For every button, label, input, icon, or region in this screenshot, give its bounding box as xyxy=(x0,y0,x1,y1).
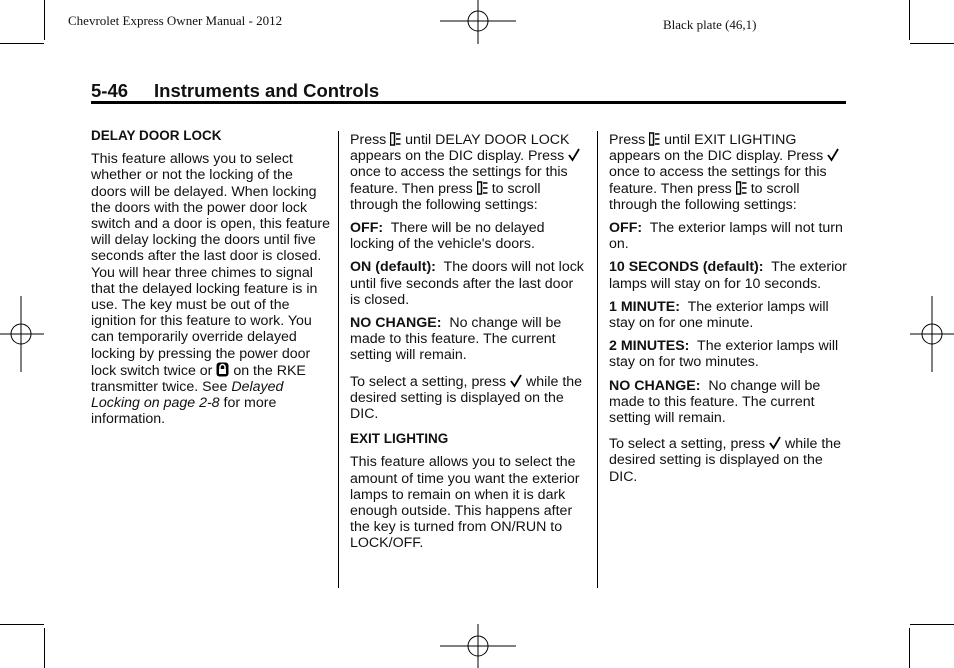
setting-text: No change will be made to this feature. The current setting will remain. xyxy=(609,377,821,427)
setting-10-seconds xyxy=(609,259,849,291)
setting-no-change xyxy=(350,315,586,364)
cross-reference-link[interactable]: Delayed Locking on page 2-8 xyxy=(91,379,284,412)
heading-rule xyxy=(91,101,846,104)
section-heading xyxy=(91,80,379,102)
setting-label: OFF: xyxy=(609,220,643,237)
setting-label: 2 MINUTES: xyxy=(609,338,690,355)
body-text: on the RKE transmitter twice. See xyxy=(91,362,306,396)
delay-door-lock-instructions xyxy=(350,132,586,213)
registration-mark-top xyxy=(440,0,516,44)
setting-label: NO CHANGE: xyxy=(609,377,701,394)
body-text: To select a setting, press xyxy=(350,373,507,390)
column-3 xyxy=(609,132,849,492)
registration-mark-right xyxy=(910,296,954,372)
section-title: Instruments and Controls xyxy=(154,80,380,101)
setting-label: OFF: xyxy=(350,220,384,237)
registration-mark-bottom xyxy=(440,624,516,668)
checkmark-icon xyxy=(769,436,781,450)
dic-menu-icon xyxy=(390,132,401,146)
header-plate-label: Black plate (46,1) xyxy=(663,17,757,32)
setting-text: The exterior lamps will stay on for two minutes. xyxy=(609,338,839,371)
select-instruction xyxy=(609,436,849,485)
delay-door-lock-heading: DELAY DOOR LOCK xyxy=(91,128,222,143)
setting-label: 10 SECONDS (default): xyxy=(609,259,764,276)
checkmark-icon xyxy=(510,374,522,388)
column-2 xyxy=(350,132,586,559)
column-1 xyxy=(91,128,331,435)
body-text: while the desired setting is displayed on the DIC. xyxy=(609,436,842,485)
exit-lighting-body: This feature allows you to select the amount of time you want the exterior lamps to remain on when it is dark enough outside. This happens after the key is turned from ON/RUN to LOCK/OFF. xyxy=(350,454,580,552)
delay-door-lock-body xyxy=(91,151,331,427)
setting-text: The exterior lamps will stay on for 10 seconds. xyxy=(609,259,847,292)
body-text: Press xyxy=(609,132,646,148)
setting-label: 1 MINUTE: xyxy=(609,298,680,315)
padlock-icon xyxy=(216,362,229,377)
header-manual-title: Chevrolet Express Owner Manual - 2012 xyxy=(68,13,283,28)
setting-label: ON (default): xyxy=(350,259,436,276)
body-text: while the desired setting is displayed on the DIC. xyxy=(350,373,583,423)
exit-lighting-instructions xyxy=(609,132,849,213)
setting-text: The exterior lamps will stay on for one minute. xyxy=(609,298,829,332)
page-number: 5-46 xyxy=(91,80,129,101)
setting-on-default xyxy=(350,259,586,308)
body-text: to scroll through the following settings: xyxy=(350,180,541,213)
body-text: To select a setting, press xyxy=(609,436,766,453)
dic-menu-icon xyxy=(477,181,488,195)
setting-off xyxy=(609,220,849,252)
checkmark-icon xyxy=(827,148,839,162)
setting-1-minute xyxy=(609,299,849,331)
body-text: once to access the settings for this feature. Then press xyxy=(350,164,568,197)
setting-text: There will be no delayed locking of the vehicle's doors. xyxy=(350,220,545,253)
setting-no-change xyxy=(609,378,849,427)
dic-menu-icon xyxy=(649,132,660,146)
dic-menu-icon xyxy=(736,181,747,195)
column-divider-1 xyxy=(338,131,339,588)
setting-text: The doors will not lock until five seconds after the last door is closed. xyxy=(350,259,584,308)
setting-text: No change will be made to this feature. The current setting will remain. xyxy=(350,315,562,364)
checkmark-icon xyxy=(568,148,580,162)
body-text: This feature allows you to select whether or not the locking of the doors will be delayed. When locking the doors with the power door lock switch and a door is open, this feature will delay locking the doors until five seconds after the last door is closed. You will hear three chimes to signal that the delayed locking feature is in use. The key must be out of the ignition for this feature to work. You can temporarily override delayed locking by pressing the power door lock switch twice or xyxy=(91,151,330,379)
body-text: once to access the settings for this feature. Then press xyxy=(609,164,827,197)
body-text: Press xyxy=(350,132,387,148)
setting-text: The exterior lamps will not turn on. xyxy=(609,220,843,253)
body-text: until DELAY DOOR LOCK appears on the DIC display. Press xyxy=(350,132,570,165)
body-text: until EXIT LIGHTING appears on the DIC display. Press xyxy=(609,132,824,165)
exit-lighting-heading: EXIT LIGHTING xyxy=(350,431,449,447)
body-text: for more information. xyxy=(91,395,277,428)
registration-mark-left xyxy=(0,296,44,372)
setting-off xyxy=(350,220,586,252)
select-instruction xyxy=(350,374,586,423)
setting-label: NO CHANGE: xyxy=(350,315,442,332)
column-divider-2 xyxy=(597,131,598,588)
setting-2-minutes xyxy=(609,338,849,370)
body-text: to scroll through the following settings: xyxy=(609,180,800,213)
